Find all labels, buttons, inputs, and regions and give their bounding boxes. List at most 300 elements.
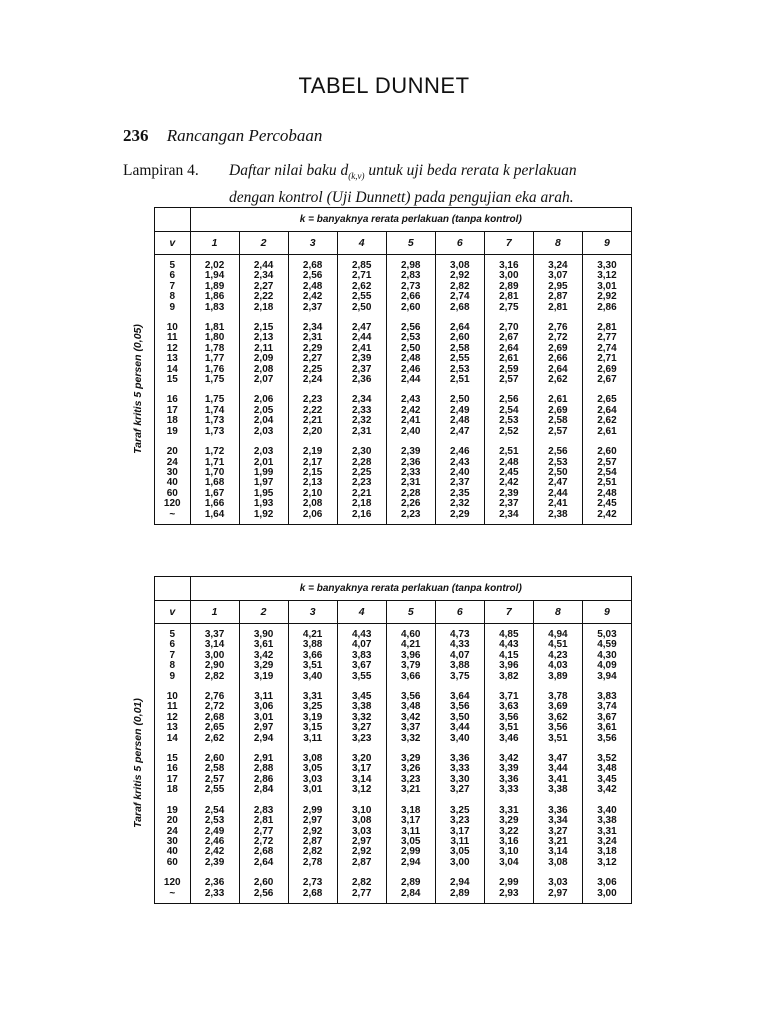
critical-value: 2,51	[597, 477, 617, 489]
v-value: 20	[166, 815, 178, 827]
critical-value: 2,53	[401, 332, 421, 344]
critical-value: 4,30	[597, 649, 617, 661]
value-cell	[435, 255, 484, 318]
critical-value: 1,99	[253, 466, 274, 478]
value-cell	[386, 872, 435, 903]
critical-value: 2,42	[204, 846, 225, 858]
k-value-header: 4	[337, 601, 386, 624]
value-cell	[435, 748, 484, 800]
critical-value: 2,39	[204, 856, 225, 868]
value-cell	[337, 800, 386, 872]
v-value: 8	[169, 291, 176, 303]
critical-value: 2,91	[253, 753, 274, 765]
critical-value: 3,38	[597, 815, 617, 827]
critical-value: 4,43	[499, 639, 519, 651]
table-row-group	[155, 800, 632, 872]
critical-value: 2,23	[302, 394, 323, 406]
value-cell	[582, 624, 631, 687]
critical-value: 2,92	[450, 270, 470, 282]
critical-value: 2,39	[499, 487, 519, 499]
critical-value: 3,11	[303, 732, 323, 744]
v-value: 6	[169, 639, 176, 651]
critical-value: 3,08	[302, 753, 323, 765]
value-cell	[386, 686, 435, 748]
v-cell	[155, 872, 191, 903]
critical-value: 3,40	[302, 670, 323, 682]
k-value-header: 9	[582, 601, 631, 624]
critical-value: 2,83	[401, 270, 421, 282]
critical-value: 2,44	[548, 487, 568, 499]
critical-value: 2,58	[204, 763, 225, 775]
value-cell	[386, 624, 435, 687]
v-cell	[155, 389, 191, 441]
critical-value: 2,49	[450, 404, 470, 416]
v-value: ~	[169, 508, 176, 520]
value-cell	[435, 686, 484, 748]
critical-value: 3,18	[597, 846, 617, 858]
value-cell	[190, 317, 239, 389]
v-value: 13	[166, 353, 178, 365]
value-cell	[582, 686, 631, 748]
critical-value: 4,60	[401, 629, 421, 640]
v-value: 18	[166, 415, 178, 427]
value-cell	[288, 441, 337, 524]
critical-value: 2,41	[351, 342, 372, 354]
v-value: 16	[166, 394, 178, 406]
critical-value: 3,51	[548, 732, 568, 744]
critical-value: 3,74	[597, 701, 617, 713]
critical-value: 2,58	[548, 415, 568, 427]
critical-value: 3,17	[351, 763, 372, 775]
value-cell	[484, 872, 533, 903]
value-cell	[386, 255, 435, 318]
critical-value: 1,75	[204, 374, 225, 386]
v-value: 6	[169, 270, 176, 282]
critical-value: 1,68	[204, 477, 225, 489]
critical-value: 4,51	[548, 639, 568, 651]
critical-value: 2,55	[351, 291, 372, 303]
critical-value: 2,68	[204, 711, 225, 723]
value-cell	[288, 748, 337, 800]
critical-value: 1,94	[204, 270, 225, 282]
critical-value: 2,21	[302, 415, 323, 427]
critical-value: 1,92	[253, 508, 274, 520]
critical-value: 2,21	[351, 487, 372, 499]
value-cell	[386, 389, 435, 441]
critical-value: 1,89	[204, 280, 225, 292]
critical-value: 3,25	[302, 701, 323, 713]
v-value: 24	[166, 825, 178, 837]
critical-value: 1,81	[204, 322, 225, 334]
critical-value: 3,39	[499, 763, 519, 775]
v-value: 120	[163, 877, 181, 889]
critical-value: 2,81	[597, 322, 617, 334]
critical-value: 3,32	[401, 732, 421, 744]
critical-value: 2,70	[499, 322, 519, 334]
k-value-header: 7	[484, 601, 533, 624]
k-value-header: 6	[435, 601, 484, 624]
critical-value: 2,20	[302, 425, 323, 437]
critical-value: 1,77	[204, 353, 225, 365]
v-value: 12	[166, 711, 178, 723]
critical-value: 4,73	[450, 629, 470, 640]
critical-value: 3,01	[302, 784, 323, 796]
critical-value: 2,26	[401, 498, 421, 510]
table-row-group	[155, 441, 632, 524]
critical-value: 2,47	[351, 322, 372, 334]
critical-value: 2,18	[351, 498, 372, 510]
critical-value: 2,47	[548, 477, 568, 489]
critical-value: 1,78	[204, 342, 225, 354]
critical-value: 2,45	[499, 466, 519, 478]
v-value: ~	[169, 887, 176, 899]
critical-value: 3,19	[302, 711, 323, 723]
critical-value: 1,95	[253, 487, 274, 499]
critical-value: 2,62	[597, 415, 617, 427]
critical-value: 4,09	[597, 660, 617, 672]
value-cell	[190, 686, 239, 748]
critical-value: 3,44	[548, 763, 568, 775]
value-cell	[484, 624, 533, 687]
critical-value: 2,38	[548, 508, 568, 520]
critical-value: 2,29	[302, 342, 323, 354]
critical-value: 2,97	[253, 722, 274, 734]
critical-value: 2,24	[302, 374, 323, 386]
critical-value: 2,06	[253, 394, 274, 406]
v-value: 10	[166, 322, 178, 334]
critical-value: 3,10	[499, 846, 519, 858]
critical-value: 2,74	[450, 291, 470, 303]
k-value-header: 2	[239, 601, 288, 624]
critical-value: 2,36	[351, 374, 372, 386]
value-cell	[337, 255, 386, 318]
critical-value: 2,58	[450, 342, 470, 354]
v-header: v	[155, 232, 191, 255]
critical-value: 2,44	[351, 332, 372, 344]
critical-value: 2,81	[548, 301, 568, 313]
critical-value: 3,07	[548, 270, 568, 282]
critical-value: 2,94	[253, 732, 274, 744]
critical-value: 3,16	[499, 260, 519, 271]
table-row-group	[155, 748, 632, 800]
v-value: 60	[166, 487, 178, 499]
critical-value: 3,23	[450, 815, 470, 827]
critical-value: 3,31	[597, 825, 617, 837]
value-cell	[582, 389, 631, 441]
critical-value: 2,82	[450, 280, 470, 292]
critical-value: 2,30	[351, 446, 372, 458]
critical-value: 3,04	[499, 856, 519, 868]
critical-value: 2,66	[548, 353, 568, 365]
critical-value: 2,98	[401, 260, 421, 271]
v-value: 60	[166, 856, 178, 868]
critical-value: 3,46	[499, 732, 519, 744]
critical-value: 3,16	[499, 835, 519, 847]
critical-value: 2,61	[597, 425, 617, 437]
value-cell	[239, 317, 288, 389]
critical-value: 2,25	[351, 466, 372, 478]
critical-value: 3,23	[401, 773, 421, 785]
critical-value: 2,10	[302, 487, 323, 499]
critical-value: 2,75	[499, 301, 519, 313]
critical-value: 1,86	[204, 291, 225, 303]
critical-value: 3,96	[401, 649, 421, 661]
critical-value: 2,57	[499, 374, 519, 386]
critical-value: 3,38	[351, 701, 372, 713]
critical-value: 3,67	[597, 711, 617, 723]
critical-value: 2,53	[548, 456, 568, 468]
critical-value: 2,89	[499, 280, 519, 292]
critical-value: 1,71	[204, 456, 225, 468]
critical-value: 3,42	[401, 711, 421, 723]
v-cell	[155, 800, 191, 872]
critical-value: 4,33	[450, 639, 470, 651]
critical-value: 3,66	[302, 649, 323, 661]
critical-value: 2,61	[499, 353, 519, 365]
value-cell	[582, 800, 631, 872]
k-value-header: 1	[190, 601, 239, 624]
critical-value: 2,66	[401, 291, 421, 303]
critical-value: 3,45	[597, 773, 617, 785]
critical-value: 1,80	[204, 332, 225, 344]
critical-value: 2,33	[351, 404, 372, 416]
critical-value: 2,60	[253, 877, 274, 889]
v-value: 7	[169, 649, 176, 661]
critical-value: 4,21	[401, 639, 421, 651]
value-cell	[239, 389, 288, 441]
critical-value: 3,51	[302, 660, 323, 672]
critical-value: 3,08	[548, 856, 568, 868]
value-cell	[435, 800, 484, 872]
k-value-header: 7	[484, 232, 533, 255]
critical-value: 2,23	[351, 477, 372, 489]
critical-value: 3,48	[597, 763, 617, 775]
critical-value: 3,06	[253, 701, 274, 713]
critical-value: 2,25	[302, 363, 323, 375]
table-row-group	[155, 624, 632, 687]
value-cell	[484, 255, 533, 318]
critical-value: 2,69	[597, 363, 617, 375]
value-cell	[435, 624, 484, 687]
critical-value: 3,00	[450, 856, 470, 868]
critical-value: 3,47	[548, 753, 568, 765]
critical-value: 2,78	[302, 856, 323, 868]
critical-value: 2,07	[253, 374, 274, 386]
value-cell	[533, 255, 582, 318]
critical-value: 2,42	[499, 477, 519, 489]
critical-value: 2,48	[401, 353, 421, 365]
critical-value: 2,46	[204, 835, 225, 847]
value-cell	[337, 441, 386, 524]
critical-value: 2,31	[351, 425, 372, 437]
critical-value: 2,56	[499, 394, 519, 406]
v-value: 14	[166, 732, 178, 744]
value-cell	[190, 800, 239, 872]
k-value-header: 3	[288, 601, 337, 624]
critical-value: 3,30	[450, 773, 470, 785]
critical-value: 3,83	[597, 691, 617, 703]
critical-value: 3,11	[254, 691, 274, 703]
v-value: 120	[163, 498, 181, 510]
critical-value: 3,00	[597, 887, 617, 899]
critical-value: 2,55	[204, 784, 225, 796]
critical-value: 2,61	[548, 394, 568, 406]
value-cell	[386, 317, 435, 389]
critical-value: 2,15	[253, 322, 274, 334]
critical-value: 2,48	[302, 280, 323, 292]
k-value-header: 3	[288, 232, 337, 255]
book-page-header	[123, 126, 322, 146]
value-cell	[239, 441, 288, 524]
critical-value: 3,96	[499, 660, 519, 672]
value-cell	[288, 389, 337, 441]
critical-value: 3,25	[450, 804, 470, 816]
value-cell	[386, 441, 435, 524]
critical-value: 3,56	[450, 701, 470, 713]
critical-value: 2,69	[548, 404, 568, 416]
v-value: 12	[166, 342, 178, 354]
critical-value: 4,59	[597, 639, 617, 651]
critical-value: 3,29	[499, 815, 519, 827]
critical-value: 2,72	[253, 835, 274, 847]
critical-value: 2,62	[351, 280, 372, 292]
critical-value: 3,03	[548, 877, 568, 889]
page-number: 236	[123, 126, 149, 145]
v-value: 15	[166, 753, 178, 765]
value-cell	[239, 800, 288, 872]
k-value-header: 9	[582, 232, 631, 255]
critical-value: 2,27	[302, 353, 323, 365]
critical-value: 2,42	[401, 404, 421, 416]
critical-value: 2,84	[253, 784, 274, 796]
critical-value: 2,73	[401, 280, 421, 292]
value-cell	[190, 255, 239, 318]
v-cell	[155, 255, 191, 318]
critical-value: 2,94	[450, 877, 470, 889]
critical-value: 2,53	[450, 363, 470, 375]
critical-value: 3,32	[351, 711, 372, 723]
value-cell	[533, 748, 582, 800]
critical-value: 2,18	[253, 301, 274, 313]
critical-value: 3,27	[548, 825, 568, 837]
critical-value: 3,52	[597, 753, 617, 765]
critical-value: 2,31	[401, 477, 421, 489]
critical-value: 2,49	[204, 825, 225, 837]
critical-value: 3,17	[401, 815, 421, 827]
value-cell	[533, 800, 582, 872]
value-cell	[239, 872, 288, 903]
critical-value: 2,08	[302, 498, 323, 510]
critical-value: 2,68	[302, 260, 323, 271]
caption-ref: Lampiran 4.	[123, 162, 199, 179]
critical-value: 1,67	[204, 487, 225, 499]
critical-value: 2,28	[351, 456, 372, 468]
critical-value: 2,32	[450, 498, 470, 510]
critical-value: 3,11	[450, 835, 470, 847]
value-cell	[288, 872, 337, 903]
critical-value: 2,28	[401, 487, 421, 499]
critical-value: 2,37	[450, 477, 470, 489]
value-cell	[484, 441, 533, 524]
value-cell	[190, 748, 239, 800]
v-value: 19	[166, 804, 178, 816]
critical-value: 3,94	[597, 670, 617, 682]
table-row-group	[155, 255, 632, 318]
critical-value: 3,26	[401, 763, 421, 775]
critical-value: 3,88	[302, 639, 323, 651]
critical-value: 2,92	[597, 291, 617, 303]
critical-value: 2,64	[499, 342, 519, 354]
critical-value: 2,51	[450, 374, 470, 386]
critical-value: 2,33	[401, 466, 421, 478]
table-caption	[123, 160, 643, 208]
critical-value: 2,39	[401, 446, 421, 458]
corner-cell	[155, 577, 191, 601]
critical-value: 2,09	[253, 353, 274, 365]
critical-value: 2,72	[548, 332, 568, 344]
critical-value: 2,45	[597, 498, 617, 510]
critical-value: 2,19	[302, 446, 323, 458]
k-value-header: 8	[533, 601, 582, 624]
critical-value: 3,22	[499, 825, 519, 837]
critical-value: 3,36	[499, 773, 519, 785]
critical-value: 3,64	[450, 691, 470, 703]
value-cell	[288, 255, 337, 318]
critical-value: 3,56	[499, 711, 519, 723]
critical-value: 3,36	[450, 753, 470, 765]
value-cell	[288, 686, 337, 748]
critical-value: 2,99	[499, 877, 519, 889]
critical-value: 4,94	[548, 629, 568, 640]
critical-value: 3,75	[450, 670, 470, 682]
critical-value: 3,56	[597, 732, 617, 744]
critical-value: 3,10	[351, 804, 372, 816]
v-cell	[155, 686, 191, 748]
critical-value: 3,27	[450, 784, 470, 796]
critical-value: 3,03	[302, 773, 323, 785]
critical-value: 3,51	[499, 722, 519, 734]
critical-value: 3,55	[351, 670, 372, 682]
critical-value: 2,34	[253, 270, 274, 282]
critical-value: 2,64	[450, 322, 470, 334]
critical-value: 4,43	[351, 629, 372, 640]
v-cell	[155, 624, 191, 687]
critical-value: 4,07	[351, 639, 372, 651]
critical-value: 2,43	[401, 394, 421, 406]
critical-value: 3,88	[450, 660, 470, 672]
critical-value: 2,36	[401, 456, 421, 468]
critical-value: 3,42	[499, 753, 519, 765]
value-cell	[484, 748, 533, 800]
k-value-header: 2	[239, 232, 288, 255]
critical-value: 2,68	[253, 846, 274, 858]
critical-value: 2,72	[204, 701, 225, 713]
critical-value: 2,42	[597, 508, 617, 520]
critical-value: 3,18	[401, 804, 421, 816]
critical-value: 2,92	[351, 846, 372, 858]
critical-value: 3,42	[597, 784, 617, 796]
value-cell	[484, 686, 533, 748]
critical-value: 2,73	[302, 877, 323, 889]
table-row-group	[155, 686, 632, 748]
critical-value: 2,77	[597, 332, 617, 344]
critical-value: 3,29	[401, 753, 421, 765]
critical-value: 2,83	[253, 804, 274, 816]
value-cell	[239, 624, 288, 687]
value-cell	[533, 317, 582, 389]
critical-value: 2,87	[351, 856, 372, 868]
critical-value: 2,85	[351, 260, 372, 271]
